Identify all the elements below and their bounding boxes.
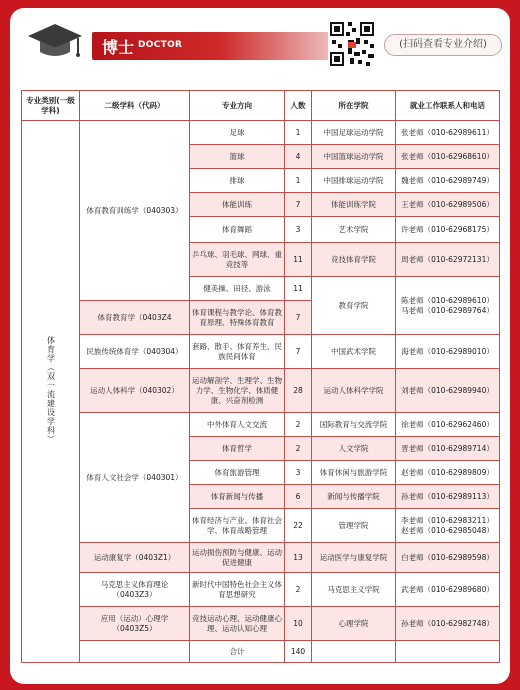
direction-cell: 篮球 — [190, 145, 285, 169]
contact-cell: 武老师（010-62989680） — [396, 573, 500, 607]
header-direction: 专业方向 — [190, 91, 285, 121]
scan-hint: (扫码查看专业介绍) — [384, 34, 502, 56]
direction-cell: 体育经济与产业、体育社会学、体育战略管理 — [190, 509, 285, 543]
contact-line: 马老师（010-62989764） — [401, 305, 494, 315]
discipline-cell: 体育教育训练学（040303） — [80, 121, 190, 301]
table-row — [22, 607, 500, 641]
table-header-row — [22, 91, 500, 121]
direction-cell: 体育课程与教学论、体育教育原理、特殊体育教育 — [190, 301, 285, 335]
discipline-cell: 体育教育学（0403Z4 — [80, 301, 190, 335]
count-cell: 11 — [285, 277, 312, 301]
count-cell: 2 — [285, 413, 312, 437]
direction-cell: 运动损伤预防与健康、运动促进健康 — [190, 543, 285, 573]
discipline-cell: 运动康复学（0403Z1） — [80, 543, 190, 573]
count-cell: 6 — [285, 485, 312, 509]
college-cell: 中国排球运动学院 — [312, 169, 396, 193]
title-en: DOCTOR — [138, 40, 183, 50]
college-cell: 教育学院 — [312, 277, 396, 335]
direction-cell: 足球 — [190, 121, 285, 145]
contact-cell: 周老师（010-62972131） — [396, 243, 500, 277]
header — [10, 8, 510, 80]
college-cell: 运动医学与康复学院 — [312, 543, 396, 573]
count-cell: 10 — [285, 607, 312, 641]
contact-cell: 张老师（010-62968610） — [396, 145, 500, 169]
category-label: 体育学（双一流建设学科） — [46, 336, 56, 444]
contact-cell — [396, 509, 500, 543]
discipline-cell: 运动人体科学（040302） — [80, 369, 190, 413]
contact-cell: 孙老师（010-62982748） — [396, 607, 500, 641]
table-row — [22, 573, 500, 607]
college-cell: 人文学院 — [312, 437, 396, 461]
direction-cell: 排球 — [190, 169, 285, 193]
count-cell: 3 — [285, 461, 312, 485]
discipline-cell: 民族传统体育学（040304） — [80, 335, 190, 369]
contact-cell — [396, 277, 500, 335]
count-cell: 7 — [285, 301, 312, 335]
total-count: 140 — [285, 641, 312, 663]
college-cell: 国际教育与交流学院 — [312, 413, 396, 437]
header-contact: 就业工作联系人和电话 — [396, 91, 500, 121]
contact-line: 李老师（010-62983211） — [401, 515, 494, 525]
college-cell: 中国篮球运动学院 — [312, 145, 396, 169]
contact-cell: 许老师（010-62968175） — [396, 217, 500, 243]
college-cell: 马克思主义学院 — [312, 573, 396, 607]
count-cell: 11 — [285, 243, 312, 277]
count-cell: 22 — [285, 509, 312, 543]
contact-cell: 孙老师（010-62989113） — [396, 485, 500, 509]
table-row — [22, 369, 500, 413]
graduation-cap-icon — [26, 22, 84, 62]
college-cell: 心理学院 — [312, 607, 396, 641]
count-cell: 2 — [285, 437, 312, 461]
discipline-cell: 体育人文社会学（040301） — [80, 413, 190, 543]
college-cell: 艺术学院 — [312, 217, 396, 243]
contact-cell: 张老师（010-62989611） — [396, 121, 500, 145]
total-row — [22, 641, 500, 663]
count-cell: 3 — [285, 217, 312, 243]
header-category: 专业类别(一级学科) — [22, 91, 80, 121]
direction-cell: 新时代中国特色社会主义体育思想研究 — [190, 573, 285, 607]
direction-cell: 乒乓球、羽毛球、网球、重竞技等 — [190, 243, 285, 277]
college-cell: 新闻与传播学院 — [312, 485, 396, 509]
count-cell: 4 — [285, 145, 312, 169]
title-cn: 博士 — [102, 38, 135, 57]
content-card — [10, 8, 510, 684]
college-cell: 管理学院 — [312, 509, 396, 543]
doctoral-programs-table — [21, 90, 500, 663]
count-cell: 13 — [285, 543, 312, 573]
table-row — [22, 413, 500, 437]
direction-cell: 体育旅游管理 — [190, 461, 285, 485]
college-cell: 体育休闲与旅游学院 — [312, 461, 396, 485]
table-row — [22, 335, 500, 369]
college-cell: 竞技体育学院 — [312, 243, 396, 277]
contact-cell: 海老师（010-62989010） — [396, 335, 500, 369]
direction-cell: 运动解剖学、生理学、生物力学、生物化学、体质健康、兴奋剂检测 — [190, 369, 285, 413]
direction-cell: 竞技运动心理、运动健康心理、运动认知心理 — [190, 607, 285, 641]
qr-code-icon[interactable] — [328, 20, 376, 68]
contact-cell: 晋老师（010-62989714） — [396, 437, 500, 461]
college-cell: 运动人体科学学院 — [312, 369, 396, 413]
title-bar — [92, 32, 352, 60]
count-cell: 7 — [285, 335, 312, 369]
contact-cell: 白老师（010-62989598） — [396, 543, 500, 573]
table-row — [22, 543, 500, 573]
direction-cell: 中外体育人文交流 — [190, 413, 285, 437]
contact-cell: 赵老师（010-62989809） — [396, 461, 500, 485]
header-college: 所在学院 — [312, 91, 396, 121]
college-cell: 中国足球运动学院 — [312, 121, 396, 145]
direction-cell: 套路、散手、体育养生、民族民间体育 — [190, 335, 285, 369]
contact-cell: 徐老师（010-62962460） — [396, 413, 500, 437]
contact-cell: 王老师（010-62989506） — [396, 193, 500, 217]
direction-cell: 体育哲学 — [190, 437, 285, 461]
empty-cell — [80, 641, 190, 663]
header-count: 人数 — [285, 91, 312, 121]
direction-cell: 体能训练 — [190, 193, 285, 217]
header-discipline: 二级学科（代码） — [80, 91, 190, 121]
discipline-cell: 应用（运动）心理学（0403Z5） — [80, 607, 190, 641]
discipline-cell: 马克思主义体育理论（0403Z3） — [80, 573, 190, 607]
table-row — [22, 121, 500, 145]
total-label: 合计 — [190, 641, 285, 663]
count-cell: 1 — [285, 169, 312, 193]
count-cell: 28 — [285, 369, 312, 413]
contact-line: 陈老师（010-62989610） — [401, 295, 494, 305]
count-cell: 2 — [285, 573, 312, 607]
college-cell: 体能训练学院 — [312, 193, 396, 217]
direction-cell: 体育新闻与传播 — [190, 485, 285, 509]
empty-cell — [396, 641, 500, 663]
count-cell: 7 — [285, 193, 312, 217]
direction-cell: 体育舞蹈 — [190, 217, 285, 243]
college-cell: 中国武术学院 — [312, 335, 396, 369]
count-cell: 1 — [285, 121, 312, 145]
category-cell — [22, 121, 80, 663]
empty-cell — [312, 641, 396, 663]
contact-cell: 魏老师（010-62989749） — [396, 169, 500, 193]
contact-line: 赵老师（010-62985048） — [401, 525, 494, 535]
direction-cell: 健美操、田径、游泳 — [190, 277, 285, 301]
contact-cell: 刘老师（010-62989940） — [396, 369, 500, 413]
